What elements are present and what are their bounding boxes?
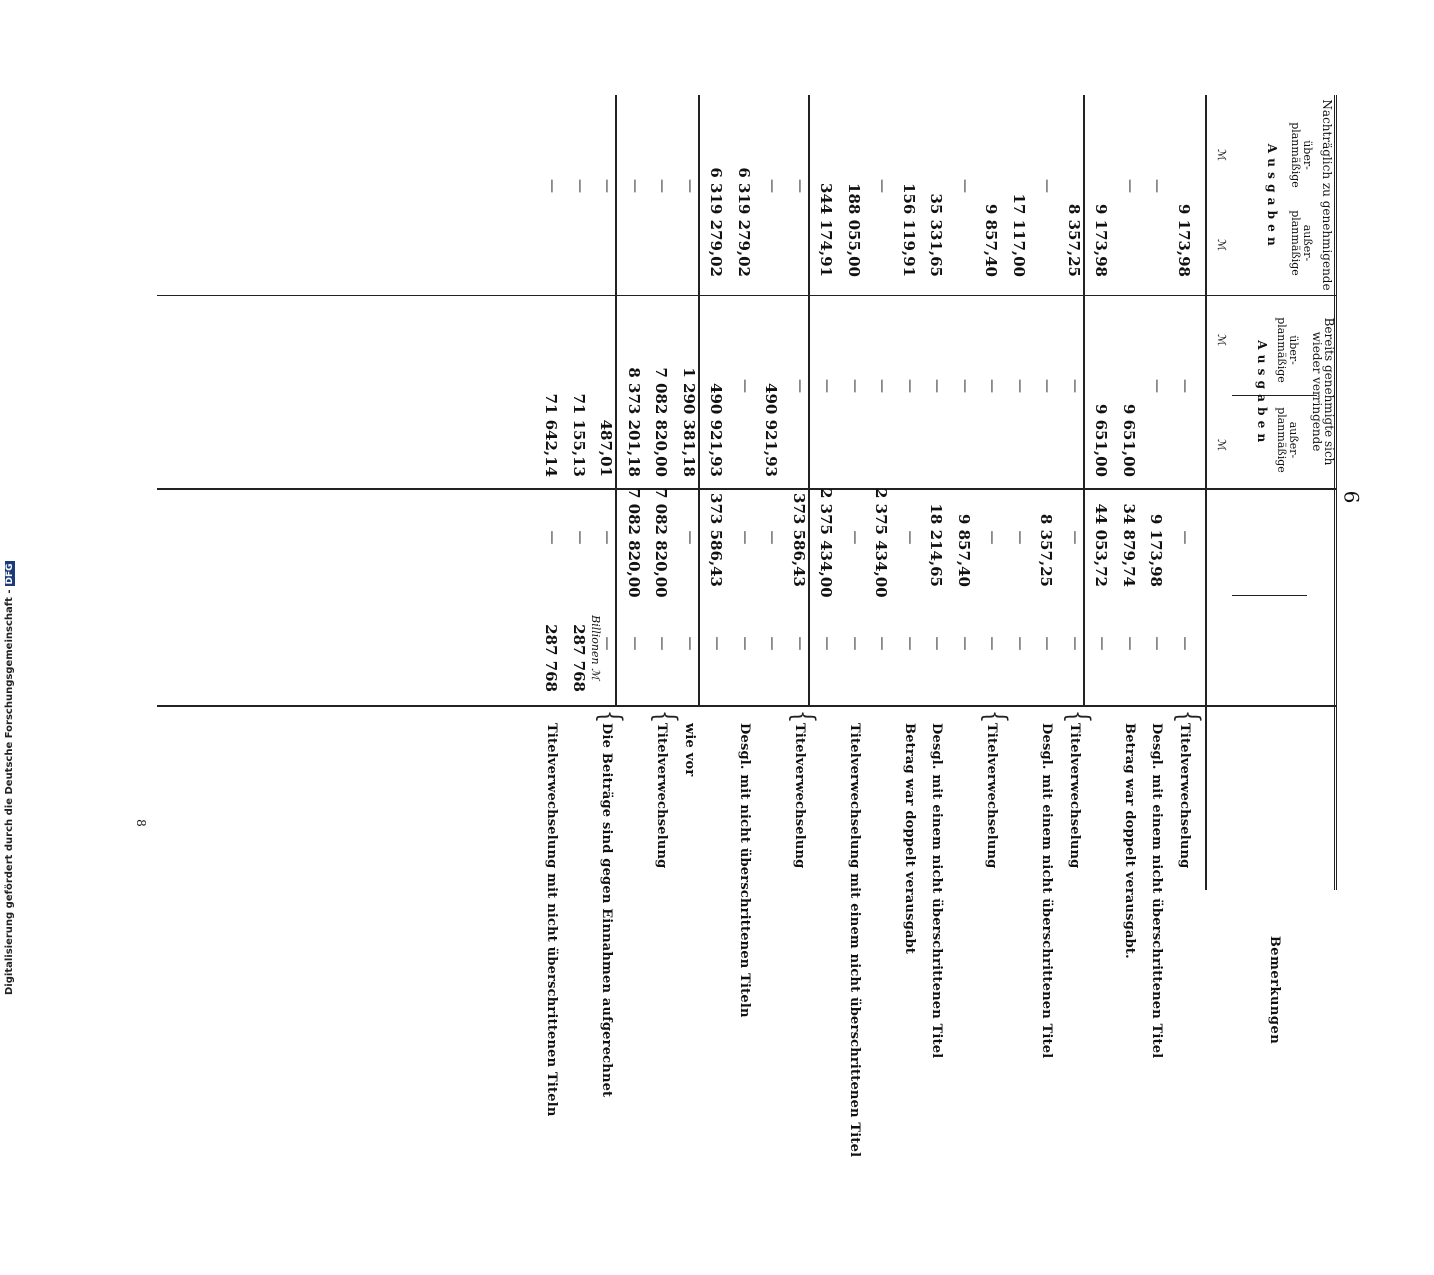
cell-c4: — [1177, 636, 1193, 651]
cell-c2: 8 373 201,18 [625, 367, 643, 477]
currency-c1: ℳ [1215, 149, 1228, 161]
cell-c3: 9 173,98 [1147, 513, 1166, 587]
brace-mark: { [648, 709, 684, 724]
cell-c3: — [1067, 530, 1083, 545]
cell-c2: 9 651,00 [1120, 403, 1138, 477]
cell-c3: — [1177, 530, 1193, 545]
cell-c1: 344 174,91 [817, 183, 836, 277]
cell-c1: 35 331,65 [927, 193, 946, 277]
cell-c1: — [654, 179, 671, 193]
table-row [647, 95, 684, 1275]
cell-c2: — [984, 379, 1001, 393]
table-row [867, 95, 895, 1275]
cell-c4: — [929, 636, 946, 651]
remark-text: Titelverwechselung mit nicht überschrittenen Titeln [544, 723, 560, 1117]
header-ausser-2: außer- planmäßige [1275, 407, 1300, 473]
cell-c4: — [709, 636, 726, 651]
cell-c1: — [764, 179, 781, 193]
remark-text: Titelverwechselung [792, 723, 807, 869]
cell-c3: 373 586,43 [707, 493, 726, 587]
digitization-note-text: Digitalisierung gefördert durch die Deutsche Forschungsgemeinschaft - [4, 589, 15, 995]
cell-c4: — [902, 636, 918, 651]
cell-c1: — [627, 179, 643, 193]
header-ausser-1: außer- planmäßige [1289, 210, 1314, 276]
cell-c4: — [957, 636, 973, 651]
brace-mark: { [786, 709, 821, 724]
cell-c2: — [792, 379, 808, 393]
cell-c2: — [1177, 379, 1193, 393]
cell-c3: 2 375 434,00 [872, 488, 891, 598]
cell-c3: 9 857,40 [955, 513, 973, 587]
cell-c1: 9 173,98 [1092, 203, 1111, 277]
cell-c4: — [984, 636, 1001, 651]
header-ueber-1: über- planmäßige [1289, 122, 1314, 188]
table-row [1142, 95, 1170, 1275]
cell-c1: — [1039, 179, 1056, 193]
cell-c2: 1 290 381,18 [680, 367, 698, 477]
cell-c4: — [654, 636, 671, 651]
cell-c2: — [1039, 379, 1056, 393]
cell-c2: 9 651,00 [1092, 403, 1111, 477]
remark-text: Desgl. mit nicht überschrittenen Titeln [737, 723, 752, 1018]
cell-c4: — [682, 636, 698, 651]
table-row [950, 95, 978, 1275]
remark-text: Desgl. mit einem nicht überschrittenen Titel [1149, 723, 1165, 1059]
header-ausgaben-1: A u s g a b e n [1265, 143, 1279, 247]
cell-c1: — [599, 179, 616, 193]
header-group2: Bereits genehmigte sich wieder verringende [1310, 317, 1336, 466]
cell-c4: — [874, 636, 891, 651]
header-rule [1205, 95, 1207, 890]
table-row [1087, 95, 1115, 1275]
currency-c2: ℳ [1215, 239, 1228, 251]
cell-c2: — [929, 379, 946, 393]
cell-c4: — [1122, 636, 1138, 651]
table-row [895, 95, 923, 1275]
remark-text: Betrag war doppelt verausgabt [902, 723, 917, 955]
currency-c3: ℳ [1215, 334, 1228, 346]
table-row [1005, 95, 1033, 1275]
cell-c2: 490 921,93 [762, 383, 781, 477]
cell-c2: 71 155,13 [570, 393, 588, 477]
remark-text: Titelverwechselung [1067, 723, 1082, 869]
cell-c3: 34 879,74 [1120, 503, 1138, 587]
header-ausgaben-2: A u s g a b e n [1255, 340, 1269, 443]
header-ueber-2: über- planmäßige [1275, 317, 1300, 383]
cell-c2: — [874, 379, 891, 393]
remark-text: Titelverwechselung [984, 723, 1000, 869]
table-row [1032, 95, 1060, 1275]
brace-mark: { [1061, 709, 1096, 724]
cell-c4: — [792, 636, 808, 651]
cell-c2: 71 642,14 [542, 393, 561, 477]
brace-mark: { [1171, 709, 1206, 724]
table-row [922, 95, 950, 1275]
table-row [620, 95, 648, 1275]
cell-c1: 6 319 279,02 [707, 167, 726, 277]
cell-c1: 188 055,00 [845, 183, 863, 277]
cell-c1: 6 319 279,02 [735, 167, 753, 277]
top-rule [1334, 95, 1337, 890]
cell-c1: — [792, 179, 808, 193]
remark-text: Titelverwechselung [1177, 723, 1192, 869]
cell-c1: — [957, 179, 973, 193]
cell-c2: 490 921,93 [707, 383, 726, 477]
rotated-table [157, 95, 1337, 1158]
header-group1: Nachträglich zu genehmigende [1320, 99, 1334, 291]
cell-c3: — [572, 530, 588, 545]
remark-text: Desgl. mit einem nicht überschrittenen Titel [929, 723, 945, 1059]
cell-c3: 7 082 820,00 [652, 488, 671, 598]
cell-c2: — [1012, 379, 1028, 393]
cell-c1: — [572, 179, 588, 193]
cell-c1: — [1122, 179, 1138, 193]
cell-c3: 373 586,43 [790, 493, 808, 587]
cell-c2: — [737, 379, 753, 393]
remark-text: wie vor [682, 723, 697, 777]
table-row [1060, 95, 1096, 1275]
table-row [702, 95, 730, 1275]
table-row [675, 95, 703, 1275]
cell-c1: — [1149, 179, 1166, 193]
cell-c3: — [764, 530, 781, 545]
cell-c1: 156 119,91 [900, 183, 918, 277]
cell-c4: — [1094, 636, 1111, 651]
cell-c4: — [1149, 636, 1166, 651]
cell-c1: 9 173,98 [1175, 203, 1193, 277]
table-row [757, 95, 785, 1275]
cell-c2: — [1149, 379, 1166, 393]
cell-c2: — [847, 379, 863, 393]
billion-unit-label: Billionen ℳ [589, 615, 603, 680]
table-row [812, 95, 840, 1275]
cell-c1: — [682, 179, 698, 193]
remark-text: Die Beiträge sind gegen Einnahmen aufgerechnet [599, 723, 615, 1098]
cell-c4: — [1039, 636, 1056, 651]
cell-c2: — [902, 379, 918, 393]
cell-c3: 2 375 434,00 [817, 488, 836, 598]
cell-c1: 8 357,25 [1065, 203, 1083, 277]
cell-c2: — [957, 379, 973, 393]
cell-c4: — [737, 636, 753, 651]
cell-c2: — [819, 379, 836, 393]
table-row [840, 95, 868, 1275]
cell-c2: 487,01 [597, 419, 616, 477]
cell-c3: — [737, 530, 753, 545]
table-row [1170, 95, 1206, 1275]
cell-c2: — [1067, 379, 1083, 393]
cell-c3: — [984, 530, 1001, 545]
table-row [1115, 95, 1143, 1275]
cell-c4: 287 768 [542, 624, 561, 692]
brace-mark: { [978, 709, 1014, 724]
cell-c1: — [874, 179, 891, 193]
dfg-logo: DFG [5, 563, 15, 585]
remark-text: Desgl. mit einem nicht überschrittenen Titel [1039, 723, 1055, 1059]
cell-c4: — [1067, 636, 1083, 651]
cell-c3: — [599, 530, 616, 545]
table-row [785, 95, 821, 1275]
cell-c1: 17 117,00 [1010, 193, 1028, 277]
cell-c3: — [682, 530, 698, 545]
cell-c4: 287 768 [570, 624, 588, 692]
cell-c3: 44 053,72 [1092, 503, 1111, 587]
cell-c2: 7 082 820,00 [652, 367, 671, 477]
remark-text: Betrag war doppelt verausgabt. [1122, 723, 1137, 959]
cell-c4: — [627, 636, 643, 651]
cell-c4: — [599, 636, 616, 651]
table-row [730, 95, 758, 1275]
cell-c4: — [764, 636, 781, 651]
cell-c3: — [1012, 530, 1028, 545]
cell-c3: 18 214,65 [927, 503, 946, 587]
cell-c3: 8 357,25 [1037, 513, 1056, 587]
footer-page-number: 8 [133, 819, 148, 827]
cell-c1: 9 857,40 [982, 203, 1001, 277]
currency-c4: ℳ [1215, 439, 1228, 451]
cell-c4: — [819, 636, 836, 651]
cell-c3: — [544, 530, 561, 545]
header-bemerkungen: Bemerkungen [1267, 935, 1282, 1045]
table-row [565, 95, 593, 1275]
page-number: 6 [1339, 490, 1364, 504]
cell-c3: — [902, 530, 918, 545]
table-row [977, 95, 1014, 1275]
cell-c1: — [544, 179, 561, 193]
col-divider-sub2 [1232, 595, 1307, 596]
table-row [537, 95, 565, 1275]
remark-text: Titelverwechselung mit einem nicht überschrittenen Titel [847, 723, 862, 1158]
brace-mark: { [593, 709, 629, 724]
remark-text: Titelverwechselung [654, 723, 670, 869]
cell-c4: — [847, 636, 863, 651]
cell-c3: 7 082 820,00 [625, 488, 643, 598]
digitization-note [4, 561, 15, 995]
cell-c3: — [847, 530, 863, 545]
cell-c4: — [1012, 636, 1028, 651]
